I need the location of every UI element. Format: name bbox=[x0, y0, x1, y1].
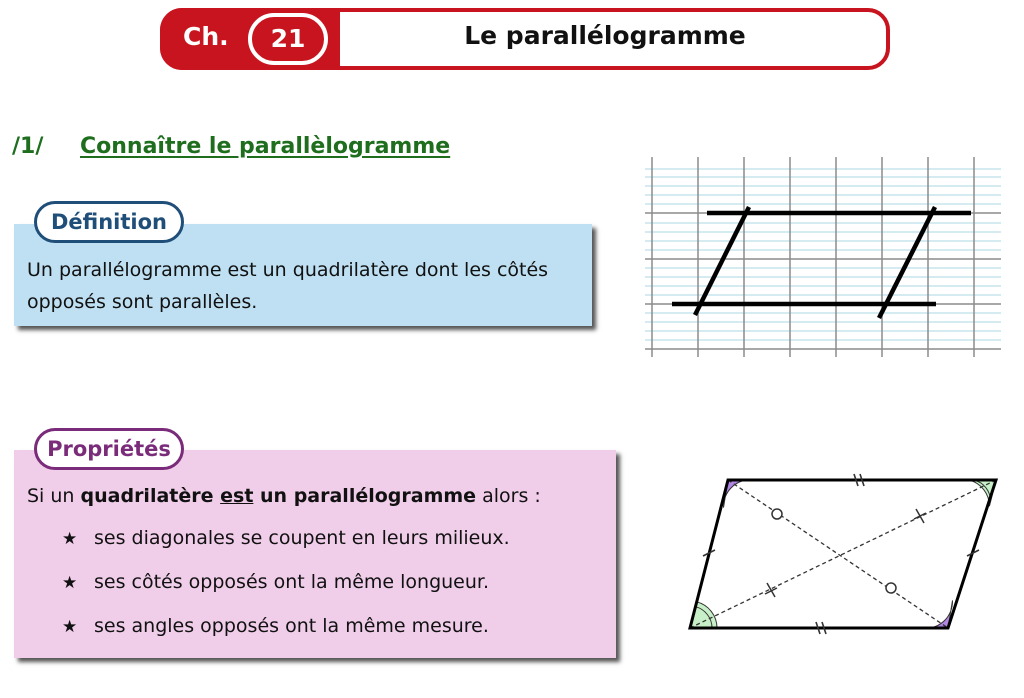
grid-parallelogram-figure bbox=[645, 155, 1005, 360]
star-icon: ★ bbox=[62, 573, 78, 593]
definition-text: Un parallélogramme est un quadrilatère dont les côtés opposés sont parallèles. bbox=[27, 259, 549, 313]
intro-bold-est: est bbox=[220, 485, 254, 507]
property-text: ses côtés opposés ont la même longueur. bbox=[94, 571, 490, 593]
properties-tab: Propriétés bbox=[34, 428, 184, 470]
list-item bbox=[62, 608, 510, 652]
property-text: ses diagonales se coupent en leurs milieux. bbox=[94, 527, 510, 549]
chapter-label: Ch. bbox=[183, 22, 229, 51]
definition-tab: Définition bbox=[34, 201, 184, 243]
intro-bold-quadrilatere: quadrilatère bbox=[80, 485, 221, 507]
section-title: Connaître le parallèlogramme bbox=[80, 134, 451, 159]
section-number: /1/ bbox=[12, 134, 44, 159]
properties-intro bbox=[27, 480, 541, 512]
properties-list bbox=[62, 520, 510, 652]
intro-suffix: alors : bbox=[476, 485, 541, 507]
intro-bold-parallelogramme: un parallélogramme bbox=[253, 485, 477, 507]
property-text: ses angles opposés ont la même mesure. bbox=[94, 615, 489, 637]
chapter-number: 21 bbox=[248, 13, 328, 65]
parallelogram-properties-figure bbox=[680, 470, 1010, 640]
list-item bbox=[62, 520, 510, 564]
star-icon: ★ bbox=[62, 529, 78, 549]
intro-prefix: Si un bbox=[27, 485, 81, 507]
list-item bbox=[62, 564, 510, 608]
chapter-title: Le parallélogramme bbox=[464, 21, 746, 50]
star-icon: ★ bbox=[62, 617, 78, 637]
